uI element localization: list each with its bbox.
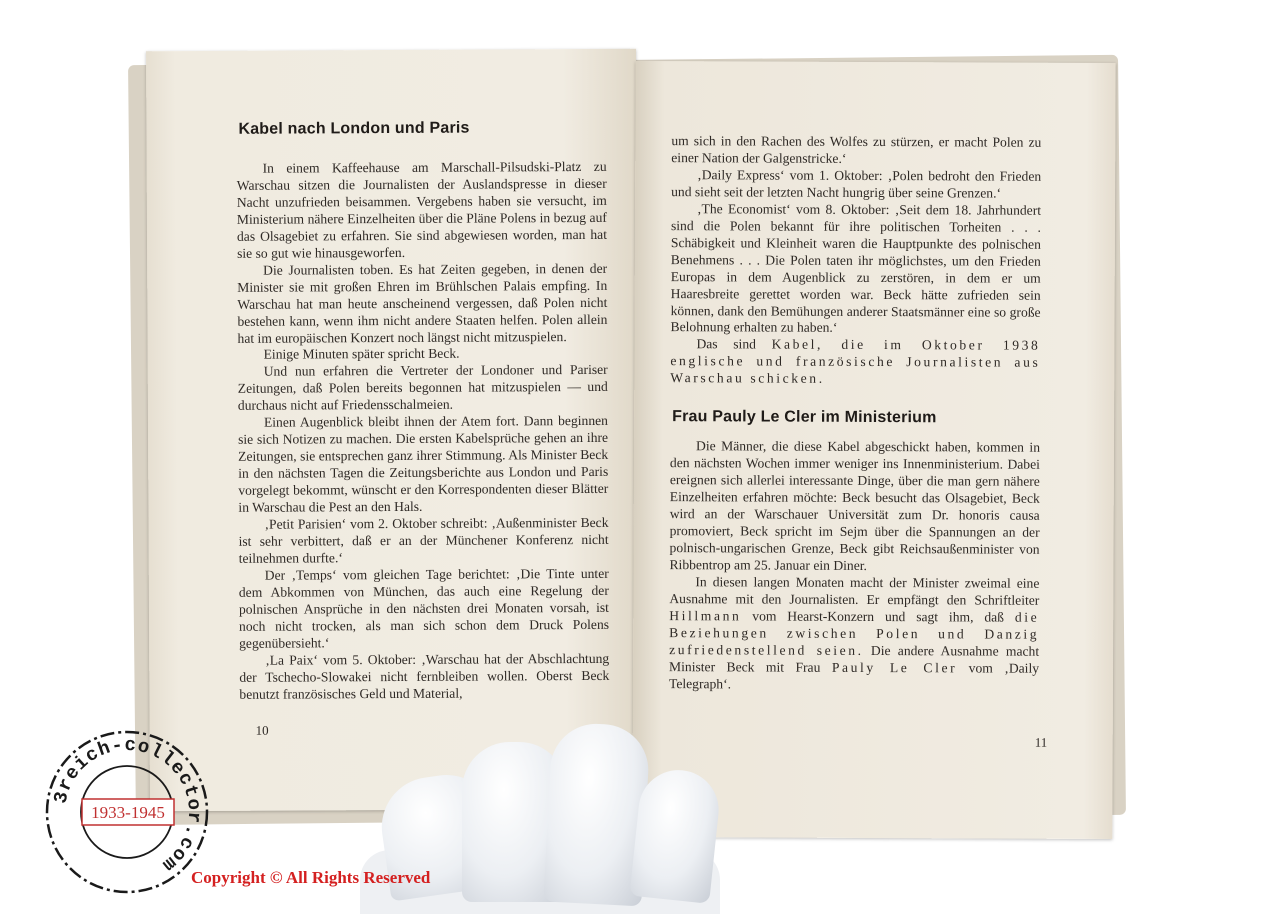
- paragraph: In einem Kaffeehause am Marschall-Pilsudski-Platz zu Warschau sitzen die Journalisten der Auslandspresse in dieser Nacht unzufrieden beisammen. Vergebens haben sie versucht, im Ministerium nähere Einzelheiten über die Pläne Polens in bezug auf das Olsagebiet zu erfahren. Sie sind abgewiesen worden, man hat sie so gut wie hinausgeworfen.: [236, 158, 608, 261]
- paragraph: ‚Petit Parisien‘ vom 2. Oktober schreibt: ‚Außenminister Beck ist sehr verbittert, daß er an der Münchener Konferenz nicht teilnehmen durfte.‘: [238, 514, 609, 566]
- closing-spaced-text: Kabel, die im Oktober 1938 englische und französische Journalisten aus Warschau schicken.: [670, 336, 1041, 387]
- paragraph: ‚Daily Express‘ vom 1. Oktober: ‚Polen bedroht den Frieden und sieht seit der letzten Nacht hungrig über seine Grenzen.‘: [671, 167, 1042, 201]
- paragraph: Die Journalisten toben. Es hat Zeiten gegeben, in denen der Minister sie mit großen Ehren im Brühlschen Palais empfing. In Warschau hat man heute anscheinend vergessen, daß Polen nicht bestehen kann, wenn ihm nicht andere Staaten helfen. Polen allein hat im europäischen Konzert noch längst nicht mitzuspielen.: [237, 260, 608, 346]
- page-number-left: 10: [255, 722, 269, 738]
- last-paragraph: [669, 574, 1040, 694]
- paragraph: Einige Minuten später spricht Beck.: [263, 346, 460, 363]
- paragraph: ‚La Paix‘ vom 5. Oktober: ‚Warschau hat der Abschlachtung der Tschecho-Slowakei nicht fernbleiben wollen. Oberst Beck benutzt französisches Geld und Material,: [239, 650, 610, 702]
- text-run: Die andere Ausnahme macht Minister Beck mit Frau: [669, 642, 1040, 675]
- text-run: In diesen langen Monaten macht der Minister zweimal eine Ausnahme mit den Journalisten. Er empfängt den Schriftleiter: [669, 574, 1040, 608]
- right-page-heading: Frau Pauly Le Cler im Ministerium: [672, 408, 937, 427]
- paragraph: Und nun erfahren die Vertreter der Londoner und Pariser Zeitungen, daß Polen bereits begonnen hat mitzuspielen — und durchaus nicht auf Friedensschalmeien.: [237, 362, 608, 414]
- stamp-ring-text: 3reich-collector.com: [49, 733, 206, 877]
- spaced-name: Hillmann: [669, 607, 742, 624]
- text-run: vom Hearst-Konzern und sagt ihm, daß: [752, 608, 1005, 625]
- stamp-years: 1933-1945: [91, 803, 165, 822]
- closing-lead: Das sind: [696, 336, 756, 352]
- paragraph: Einen Augenblick bleibt ihnen der Atem fort. Dann beginnen sie sich Notizen zu machen. Die ersten Kabelsprüche gehen an ihre Zeitungen, sie entsprechen ganz ihrer Stimmung. Als Minister Beck in den nächsten Tagen die Zeitungsberichte aus London und Paris vorgelegt bekommt, wünscht er den Korrespondenten dieser Blätter in Warschau die Pest an den Hals.: [238, 413, 609, 515]
- paragraph: Der ‚Temps‘ vom gleichen Tage berichtet: ‚Die Tinte unter dem Abkommen von München, das auch eine Regelung der polnischen Ansprüche in den nächsten drei Monaten vorsah, ist noch nicht trocken, als man sich schon dem Druck Polens gegenübersieht.‘: [238, 565, 610, 651]
- left-page: [146, 49, 640, 812]
- page-number-right: 11: [1034, 734, 1048, 750]
- left-page-heading: Kabel nach London und Paris: [238, 119, 470, 138]
- closing-paragraph: [670, 337, 1040, 389]
- right-page-text: [669, 133, 1041, 694]
- copyright-notice: Copyright © All Rights Reserved: [191, 868, 431, 887]
- paragraph: ‚The Economist‘ vom 8. Oktober: ‚Seit dem 18. Jahrhundert sind die Polen bekannt für ihre politischen Torheiten . . . Schäbigkeit und Kleinheit waren die Hauptpunkte des polnischen Benehmens . . . Die Polen taten ihr möglichstes, um den Frieden Europas in dem Augenblick zu zerstören, in dem er um Haaresbreite gerettet worden war. Beck hätte zufrieden sein können, dank den Bemühungen anderer Staatsmänner eine so große Belohnung erhalten zu haben.‘: [670, 201, 1042, 336]
- spaced-name: Pauly Le Cler: [831, 659, 958, 676]
- text-run: vom ‚Daily Telegraph‘.: [668, 660, 1040, 691]
- collector-stamp: [42, 727, 212, 897]
- spaced-text: die Beziehungen zwischen Polen und Danzig zufriedenstellend seien.: [669, 609, 1040, 658]
- left-page-text: [237, 159, 610, 703]
- paragraph: um sich in den Rachen des Wolfes zu stürzen, er macht Polen zu einer Nation der Galgenstricke.‘: [671, 133, 1042, 166]
- paragraph: Die Männer, die diese Kabel abgeschickt haben, kommen in den nächsten Wochen immer weniger ins Innenministerium. Dabei ereignen sich allerlei interessante Dinge, über die man gern nähere Einzelheiten erfahren möchte: Beck besucht das Olsagebiet, Beck wird an der Warschauer Universität zum Dr. honoris causa promoviert, Beck spricht im Sejm über die Spannungen an der polnisch-ungarischen Grenze, Beck gibt Reichsaußenminister von Ribbentrop am 25. Januar ein Diner.: [669, 438, 1041, 573]
- right-page: [632, 61, 1115, 839]
